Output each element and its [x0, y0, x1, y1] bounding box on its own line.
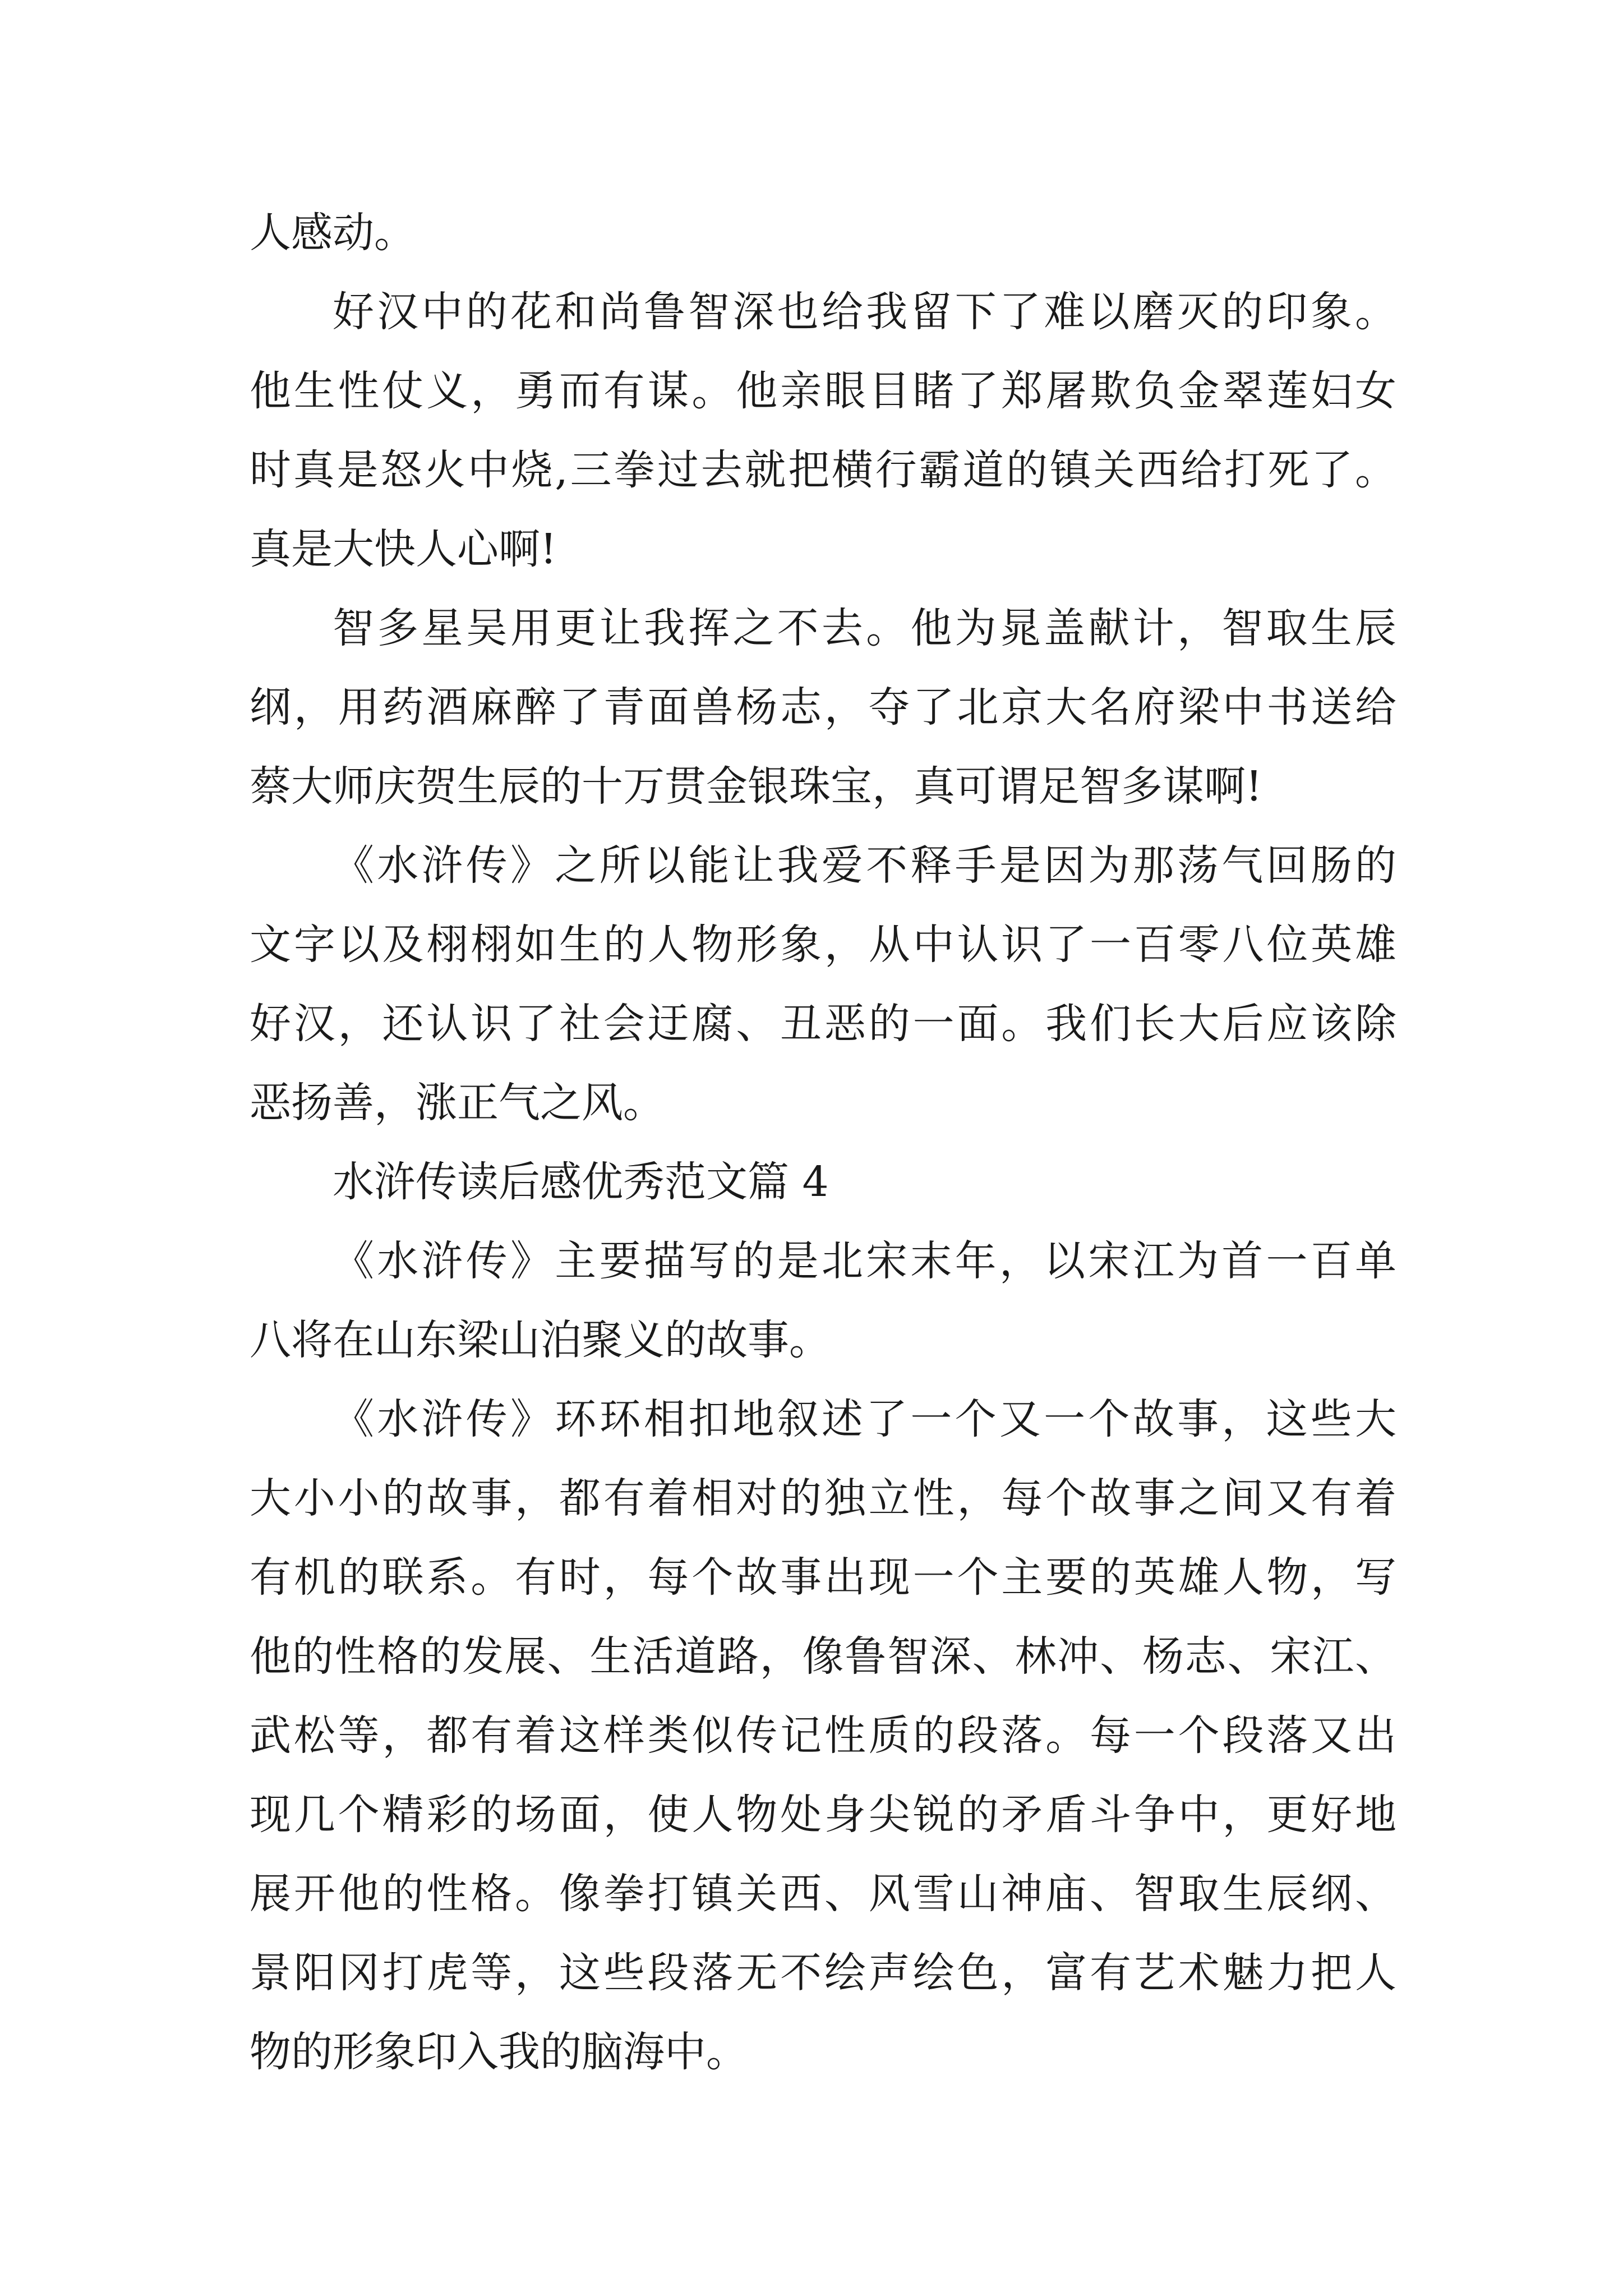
body-text — [250, 194, 1396, 2092]
text-line: 武松等，都有着这样类似传记性质的段落。每一个段落又出 — [250, 1711, 1396, 1760]
text-line: 纲，用药酒麻醉了青面兽杨志，夺了北京大名府梁中书送给 — [250, 683, 1396, 731]
text-line: 景阳冈打虎等，这些段落无不绘声绘色，富有艺术魅力把人 — [250, 1949, 1396, 1997]
paragraph-first-line: 《水浒传》主要描写的是北宋末年，以宋江为首一百单 — [333, 1237, 1396, 1285]
text-line: 物的形象印入我的脑海中。 — [250, 2028, 748, 2076]
paragraph-first-line: 《水浒传》环环相扣地叙述了一个又一个故事，这些大 — [333, 1395, 1396, 1443]
text-line: 他生性仗义，勇而有谋。他亲眼目睹了郑屠欺负金翠莲妇女 — [250, 367, 1396, 415]
text-line: 展开他的性格。像拳打镇关西、风雪山神庙、智取生辰纲、 — [250, 1870, 1396, 1918]
text-line: 好汉，还认识了社会迂腐、丑恶的一面。我们长大后应该除 — [250, 1000, 1396, 1048]
text-line: 时真是怒火中烧,三拳过去就把横行霸道的镇关西给打死了。 — [250, 446, 1396, 494]
paragraph-first-line: 《水浒传》之所以能让我爱不释手是因为那荡气回肠的 — [333, 841, 1396, 890]
text-line: 文字以及栩栩如生的人物形象，从中认识了一百零八位英雄 — [250, 921, 1396, 969]
text-line: 人感动。 — [250, 209, 416, 257]
text-line: 现几个精彩的场面，使人物处身尖锐的矛盾斗争中，更好地 — [250, 1791, 1396, 1839]
text-line: 恶扬善，涨正气之风。 — [250, 1079, 665, 1127]
text-line: 大小小的故事，都有着相对的独立性，每个故事之间又有着 — [250, 1474, 1396, 1522]
paragraph-first-line: 好汉中的花和尚鲁智深也给我留下了难以磨灭的印象。 — [333, 288, 1396, 336]
paragraph-first-line: 智多星吴用更让我挥之不去。他为晁盖献计，智取生辰 — [333, 604, 1396, 652]
text-line: 有机的联系。有时，每个故事出现一个主要的英雄人物，写 — [250, 1553, 1396, 1602]
text-line: 蔡大师庆贺生辰的十万贯金银珠宝，真可谓足智多谋啊! — [250, 762, 1262, 811]
text-line: 真是大快人心啊! — [250, 525, 557, 573]
section-heading: 水浒传读后感优秀范文篇 4 — [333, 1158, 829, 1206]
text-line: 他的性格的发展、生活道路，像鲁智深、林冲、杨志、宋江、 — [250, 1632, 1396, 1681]
text-line: 八将在山东梁山泊聚义的故事。 — [250, 1316, 831, 1364]
